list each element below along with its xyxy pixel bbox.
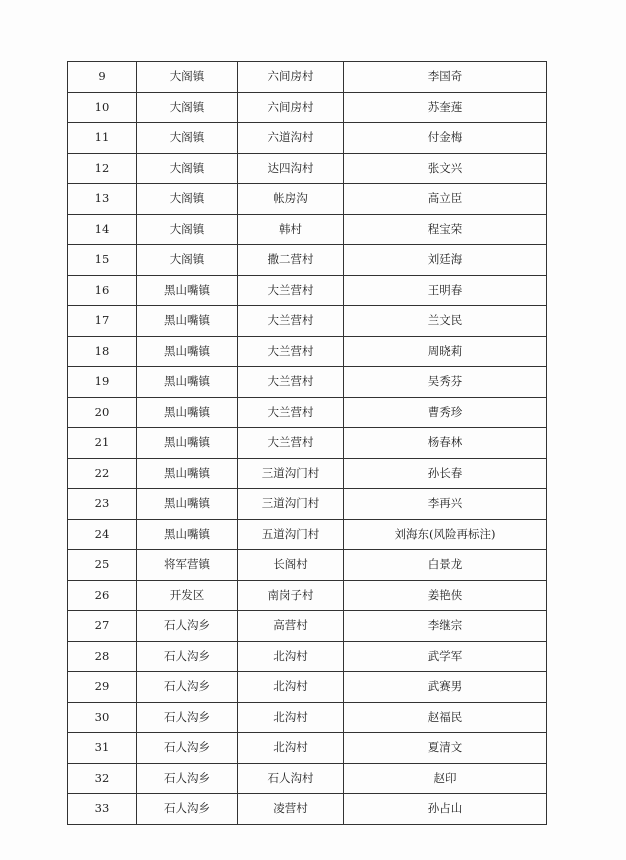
table-row xyxy=(68,733,547,764)
village-cell: 撒二营村 xyxy=(238,245,344,276)
row-number-cell: 29 xyxy=(68,672,137,703)
roster-table xyxy=(67,61,547,825)
table-row xyxy=(68,580,547,611)
village-cell: 三道沟门村 xyxy=(238,458,344,489)
table-row xyxy=(68,123,547,154)
table-row xyxy=(68,428,547,459)
row-number-cell: 33 xyxy=(68,794,137,825)
village-cell: 北沟村 xyxy=(238,702,344,733)
table-row xyxy=(68,245,547,276)
village-cell: 长阁村 xyxy=(238,550,344,581)
row-number-cell: 12 xyxy=(68,153,137,184)
table-row xyxy=(68,489,547,520)
person-name-cell: 兰文民 xyxy=(344,306,547,337)
row-number-cell: 18 xyxy=(68,336,137,367)
person-name-cell: 姜艳侠 xyxy=(344,580,547,611)
row-number-cell: 23 xyxy=(68,489,137,520)
table-row xyxy=(68,794,547,825)
row-number-cell: 15 xyxy=(68,245,137,276)
town-cell: 石人沟乡 xyxy=(137,641,238,672)
person-name-cell: 赵印 xyxy=(344,763,547,794)
town-cell: 大阁镇 xyxy=(137,92,238,123)
village-cell: 韩村 xyxy=(238,214,344,245)
row-number-cell: 13 xyxy=(68,184,137,215)
person-name-cell: 曹秀珍 xyxy=(344,397,547,428)
person-name-cell: 周晓莉 xyxy=(344,336,547,367)
row-number-cell: 10 xyxy=(68,92,137,123)
person-name-cell: 夏清文 xyxy=(344,733,547,764)
town-cell: 黑山嘴镇 xyxy=(137,428,238,459)
row-number-cell: 28 xyxy=(68,641,137,672)
roster-table-body xyxy=(68,62,547,825)
village-cell: 五道沟门村 xyxy=(238,519,344,550)
person-name-cell: 白景龙 xyxy=(344,550,547,581)
person-name-cell: 孙长春 xyxy=(344,458,547,489)
row-number-cell: 20 xyxy=(68,397,137,428)
table-row xyxy=(68,92,547,123)
town-cell: 石人沟乡 xyxy=(137,733,238,764)
town-cell: 黑山嘴镇 xyxy=(137,458,238,489)
row-number-cell: 21 xyxy=(68,428,137,459)
village-cell: 凌营村 xyxy=(238,794,344,825)
table-row xyxy=(68,611,547,642)
person-name-cell: 刘海东(风险再标注) xyxy=(344,519,547,550)
person-name-cell: 李国奇 xyxy=(344,62,547,93)
table-row xyxy=(68,62,547,93)
village-cell: 北沟村 xyxy=(238,672,344,703)
table-row xyxy=(68,153,547,184)
town-cell: 黑山嘴镇 xyxy=(137,336,238,367)
person-name-cell: 刘廷海 xyxy=(344,245,547,276)
person-name-cell: 武赛男 xyxy=(344,672,547,703)
town-cell: 将军营镇 xyxy=(137,550,238,581)
row-number-cell: 26 xyxy=(68,580,137,611)
person-name-cell: 吴秀芬 xyxy=(344,367,547,398)
person-name-cell: 赵福民 xyxy=(344,702,547,733)
town-cell: 石人沟乡 xyxy=(137,794,238,825)
person-name-cell: 程宝荣 xyxy=(344,214,547,245)
row-number-cell: 31 xyxy=(68,733,137,764)
village-cell: 六道沟村 xyxy=(238,123,344,154)
town-cell: 黑山嘴镇 xyxy=(137,397,238,428)
table-row xyxy=(68,458,547,489)
village-cell: 石人沟村 xyxy=(238,763,344,794)
table-row xyxy=(68,275,547,306)
village-cell: 三道沟门村 xyxy=(238,489,344,520)
village-cell: 达四沟村 xyxy=(238,153,344,184)
person-name-cell: 王明春 xyxy=(344,275,547,306)
town-cell: 大阁镇 xyxy=(137,62,238,93)
town-cell: 大阁镇 xyxy=(137,245,238,276)
table-row xyxy=(68,184,547,215)
table-row xyxy=(68,519,547,550)
row-number-cell: 11 xyxy=(68,123,137,154)
person-name-cell: 张文兴 xyxy=(344,153,547,184)
town-cell: 石人沟乡 xyxy=(137,763,238,794)
table-row xyxy=(68,336,547,367)
village-cell: 大兰营村 xyxy=(238,336,344,367)
row-number-cell: 16 xyxy=(68,275,137,306)
town-cell: 大阁镇 xyxy=(137,214,238,245)
person-name-cell: 杨春林 xyxy=(344,428,547,459)
town-cell: 黑山嘴镇 xyxy=(137,489,238,520)
row-number-cell: 14 xyxy=(68,214,137,245)
row-number-cell: 32 xyxy=(68,763,137,794)
village-cell: 南岗子村 xyxy=(238,580,344,611)
row-number-cell: 30 xyxy=(68,702,137,733)
person-name-cell: 孙占山 xyxy=(344,794,547,825)
village-cell: 大兰营村 xyxy=(238,397,344,428)
village-cell: 六间房村 xyxy=(238,62,344,93)
row-number-cell: 22 xyxy=(68,458,137,489)
table-row xyxy=(68,641,547,672)
person-name-cell: 苏奎莲 xyxy=(344,92,547,123)
person-name-cell: 李继宗 xyxy=(344,611,547,642)
row-number-cell: 24 xyxy=(68,519,137,550)
row-number-cell: 25 xyxy=(68,550,137,581)
town-cell: 石人沟乡 xyxy=(137,672,238,703)
town-cell: 大阁镇 xyxy=(137,153,238,184)
table-row xyxy=(68,763,547,794)
town-cell: 大阁镇 xyxy=(137,184,238,215)
village-cell: 大兰营村 xyxy=(238,367,344,398)
town-cell: 石人沟乡 xyxy=(137,702,238,733)
table-row xyxy=(68,306,547,337)
village-cell: 高营村 xyxy=(238,611,344,642)
table-row xyxy=(68,672,547,703)
village-cell: 帐房沟 xyxy=(238,184,344,215)
table-row xyxy=(68,367,547,398)
village-cell: 大兰营村 xyxy=(238,306,344,337)
town-cell: 黑山嘴镇 xyxy=(137,275,238,306)
village-cell: 六间房村 xyxy=(238,92,344,123)
village-cell: 北沟村 xyxy=(238,641,344,672)
row-number-cell: 17 xyxy=(68,306,137,337)
table-row xyxy=(68,397,547,428)
person-name-cell: 付金梅 xyxy=(344,123,547,154)
person-name-cell: 武学军 xyxy=(344,641,547,672)
table-row xyxy=(68,702,547,733)
village-cell: 大兰营村 xyxy=(238,428,344,459)
row-number-cell: 19 xyxy=(68,367,137,398)
village-cell: 北沟村 xyxy=(238,733,344,764)
town-cell: 黑山嘴镇 xyxy=(137,519,238,550)
village-cell: 大兰营村 xyxy=(238,275,344,306)
person-name-cell: 李再兴 xyxy=(344,489,547,520)
town-cell: 黑山嘴镇 xyxy=(137,306,238,337)
row-number-cell: 27 xyxy=(68,611,137,642)
town-cell: 大阁镇 xyxy=(137,123,238,154)
table-row xyxy=(68,550,547,581)
town-cell: 开发区 xyxy=(137,580,238,611)
row-number-cell: 9 xyxy=(68,62,137,93)
town-cell: 石人沟乡 xyxy=(137,611,238,642)
town-cell: 黑山嘴镇 xyxy=(137,367,238,398)
person-name-cell: 高立臣 xyxy=(344,184,547,215)
table-row xyxy=(68,214,547,245)
